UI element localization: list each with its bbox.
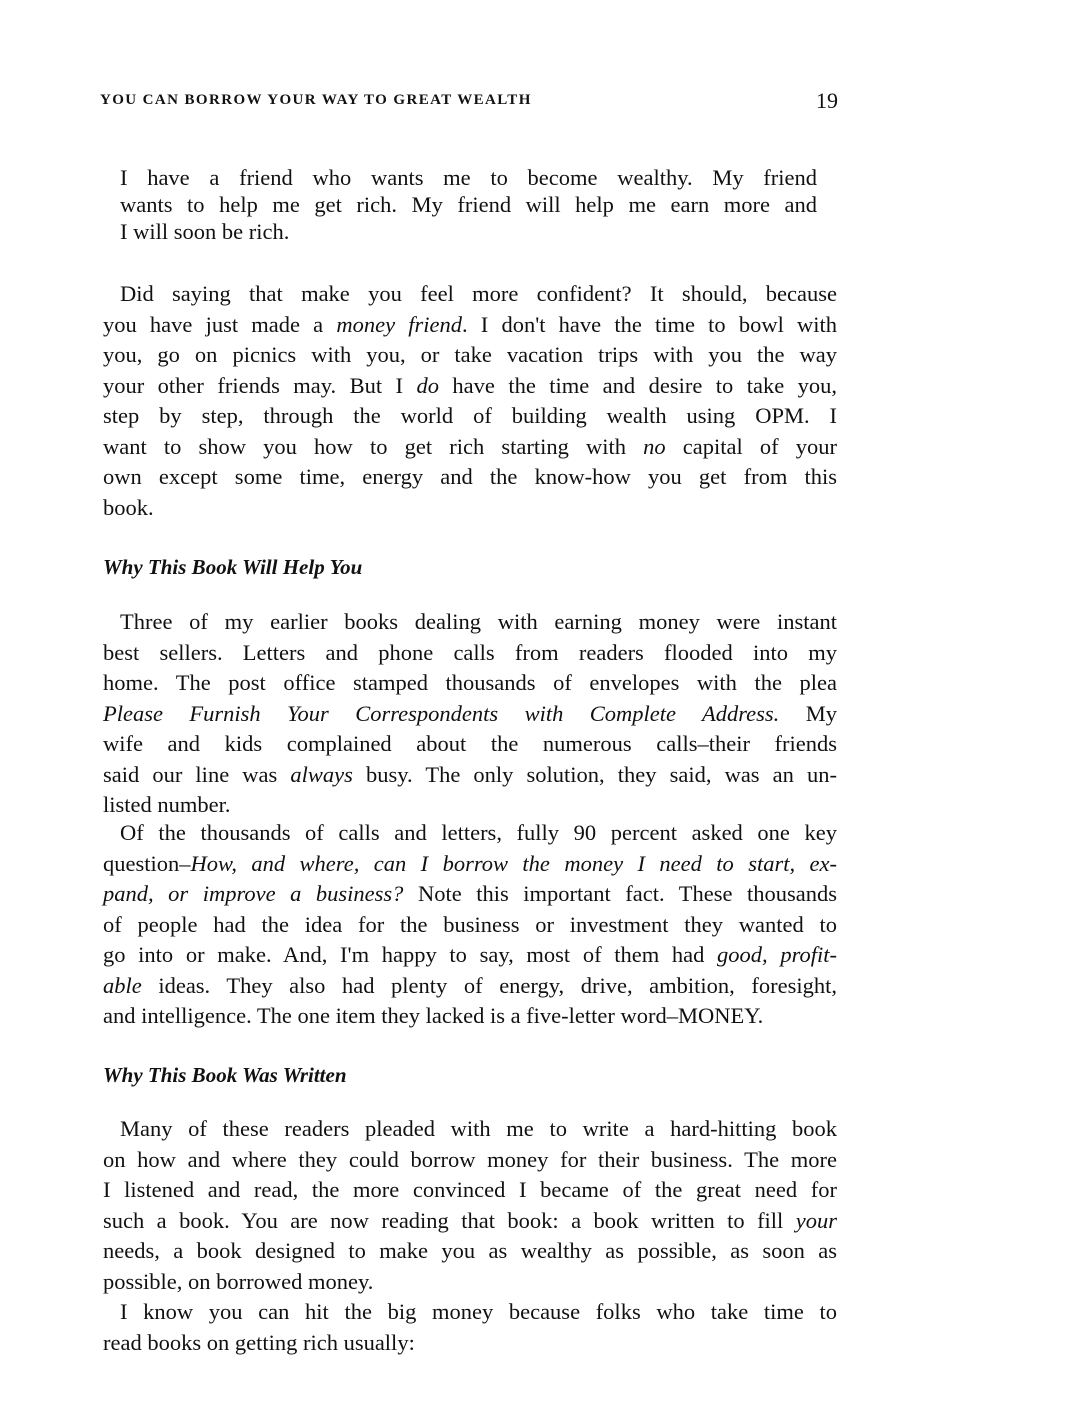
text-line: your other friends may. But I do have the time and desire to take you, — [103, 372, 837, 398]
text-line: of people had the idea for the business or investment they wanted to — [103, 911, 837, 937]
quote-line: I will soon be rich. — [120, 219, 290, 244]
text-line: Did saying that make you feel more confident? It should, because — [120, 281, 837, 306]
italic-emphasis: do — [416, 372, 439, 398]
text-line: best sellers. Letters and phone calls from readers flooded into my — [103, 639, 837, 665]
text-line: go into or make. And, I'm happy to say, most of them had good, profit- — [103, 942, 837, 967]
text-line: listed number. — [103, 792, 231, 817]
text-line: I listened and read, the more convinced I became of the great need for — [103, 1177, 837, 1202]
italic-emphasis: money friend — [336, 311, 462, 337]
text-line: Many of these readers pleaded with me to write a hard-hitting book — [120, 1116, 837, 1141]
text-line: I know you can hit the big money because folks who take time to — [120, 1299, 837, 1324]
text-line: wife and kids complained about the numerous calls–their friends — [103, 731, 837, 756]
text-line: able ideas. They also had plenty of energy, drive, ambition, foresight, — [103, 972, 837, 998]
italic-emphasis: no — [643, 433, 666, 459]
quote-line: wants to help me get rich. My friend will help me earn more and — [120, 192, 817, 217]
text-line: Please Furnish Your Correspondents with Complete Address. My — [103, 700, 837, 726]
italic-emphasis: your — [795, 1207, 837, 1233]
text-line: needs, a book designed to make you as wealthy as possible, as soon as — [103, 1238, 837, 1263]
italic-emphasis: pand, or improve a business? — [103, 881, 404, 906]
quote-line: I have a friend who wants me to become wealthy. My friend — [120, 165, 817, 190]
running-head: YOU CAN BORROW YOUR WAY TO GREAT WEALTH — [100, 92, 532, 108]
italic-emphasis: able — [103, 972, 142, 998]
italic-emphasis: How, and where, can I borrow the money I need to start, ex- — [190, 850, 837, 876]
text-line: own except some time, energy and the know-how you get from this — [103, 464, 837, 489]
italic-emphasis: Please Furnish Your Correspondents with Complete Address. — [103, 700, 780, 726]
text-line: step by step, through the world of building wealth using OPM. I — [103, 403, 837, 428]
page-number: 19 — [816, 88, 838, 113]
text-line: on how and where they could borrow money for their business. The more — [103, 1146, 837, 1172]
section-heading-help: Why This Book Will Help You — [103, 555, 363, 579]
text-line: pand, or improve a business? Note this important fact. These thousands — [103, 881, 837, 906]
text-line: such a book. You are now reading that book: a book written to fill your — [103, 1207, 837, 1233]
text-line: Of the thousands of calls and letters, fully 90 percent asked one key — [120, 820, 837, 845]
text-line: and intelligence. The one item they lacked is a five-letter word–MONEY. — [103, 1003, 764, 1028]
text-line: question–How, and where, can I borrow the money I need to start, ex- — [103, 850, 837, 876]
italic-emphasis: good, profit- — [717, 942, 837, 967]
text-line: book. — [103, 494, 154, 520]
text-line: want to show you how to get rich starting with no capital of your — [103, 433, 837, 459]
text-line: read books on getting rich usually: — [103, 1329, 415, 1355]
text-line: said our line was always busy. The only solution, they said, was an un- — [103, 761, 837, 787]
text-line: you, go on picnics with you, or take vacation trips with you the way — [103, 342, 837, 367]
page-header — [100, 88, 838, 118]
text-line: you have just made a money friend. I don't have the time to bowl with — [103, 311, 838, 337]
section-heading-written: Why This Book Was Written — [103, 1063, 347, 1087]
text-line: Three of my earlier books dealing with earning money were instant — [120, 609, 837, 634]
text-line: home. The post office stamped thousands of envelopes with the plea — [103, 670, 837, 695]
italic-emphasis: always — [290, 761, 353, 787]
text-line: possible, on borrowed money. — [103, 1268, 374, 1294]
